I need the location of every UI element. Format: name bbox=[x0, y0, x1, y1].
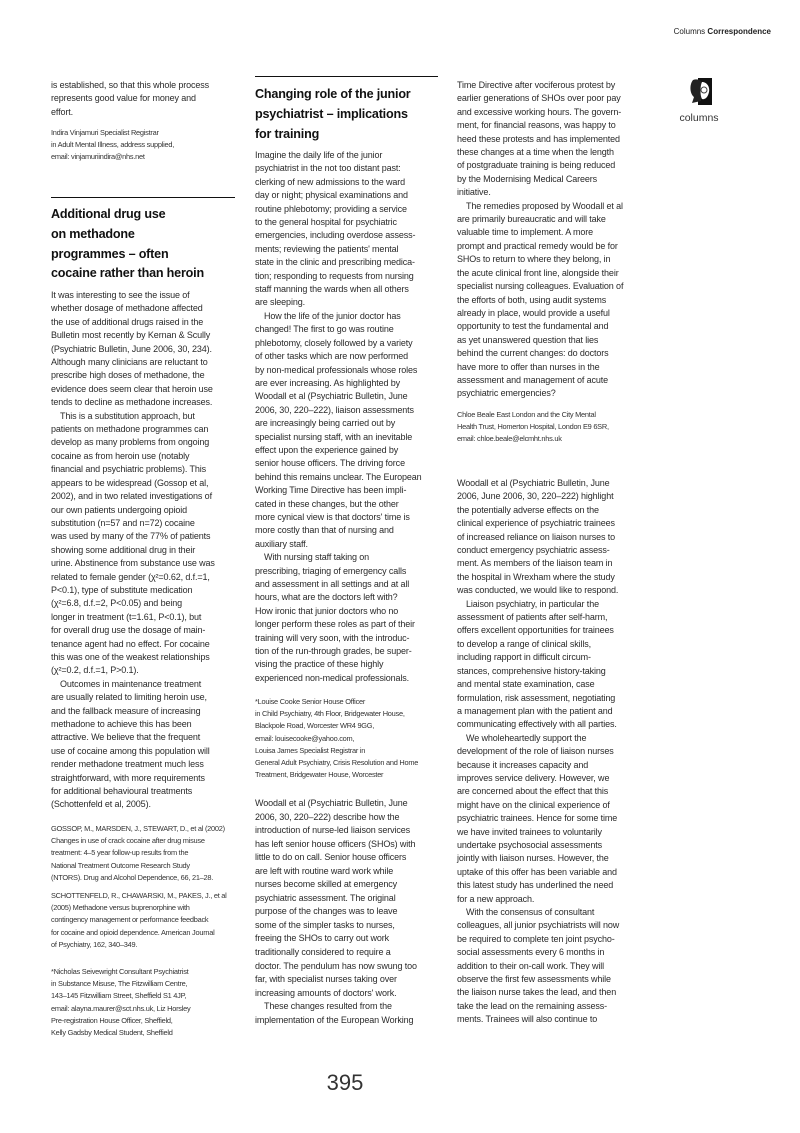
text-line: more costly than that of nursing and bbox=[255, 525, 394, 536]
text-line: vising the practice of these highly bbox=[255, 659, 384, 670]
text-line: It was interesting to see the issue of bbox=[51, 290, 190, 300]
text-line: improves service delivery. However, we bbox=[457, 772, 610, 783]
text-line: Louisa James Specialist Registrar in bbox=[255, 745, 366, 755]
text-line: and excessive working hours. The govern- bbox=[457, 106, 622, 117]
text-line: General Adult Psychiatry, Crisis Resolution and Home bbox=[255, 758, 419, 768]
text-line: are ever increasing. As highlighted by bbox=[255, 377, 401, 388]
text-line: effort. bbox=[51, 106, 74, 117]
text-line: of increased reliance on liaison nurses to bbox=[457, 531, 616, 542]
text-line: cocaine as from heroin use (notably bbox=[51, 450, 190, 461]
text-line: showing some additional drug in their bbox=[51, 544, 196, 555]
text-line: Indira Vinjamuri Specialist Registrar bbox=[51, 128, 159, 137]
col1-body bbox=[51, 289, 215, 812]
text-line: social assessments every 6 months in bbox=[457, 947, 605, 958]
text-line: the hospital in Wrexham where the study bbox=[457, 571, 615, 582]
text-line: How the life of the junior doctor has bbox=[264, 310, 401, 321]
text-line: With the consensus of consultant bbox=[466, 907, 595, 917]
text-line: introduction of nurse-led liaison services bbox=[255, 825, 411, 836]
text-line: by the Modernising Medical Careers bbox=[457, 173, 597, 184]
text-line: SCHOTTENFELD, R., CHAWARSKI, M., PAKES, J., et al bbox=[51, 891, 227, 900]
text-line: including rapport in difficult circum- bbox=[457, 652, 591, 663]
text-line: far, with specialist nurses taking over bbox=[255, 974, 397, 985]
text-line: and assessment in all settings and at all bbox=[255, 579, 410, 589]
article-title-junior-psychiatrist bbox=[255, 85, 411, 144]
text-line: more cynical view is that doctors' time is bbox=[255, 511, 410, 522]
text-line: ments; reviewing the patients' mental bbox=[255, 243, 399, 254]
text-line: These changes resulted from the bbox=[264, 1001, 392, 1012]
text-line: formulation, risk assessment, negotiating bbox=[457, 692, 616, 703]
text-line: hours, what are the doctors left with? bbox=[255, 592, 398, 603]
text-line: state in the clinic and prescribing medica- bbox=[255, 257, 415, 268]
header-section: Columns bbox=[673, 27, 706, 36]
reference-gossop bbox=[51, 823, 225, 884]
text-line: contingency management or performance feedback bbox=[51, 915, 209, 925]
text-line: related to female gender (χ²=0.62, d.f.=1, bbox=[51, 571, 210, 582]
text-line: auxiliary staff. bbox=[255, 538, 308, 549]
text-line: develop as many problems from ongoing bbox=[51, 437, 210, 448]
text-line: GOSSOP, M., MARSDEN, J., STEWART, D., et al (2002) bbox=[51, 824, 225, 833]
text-line: tends to decline as methadone increases. bbox=[51, 397, 213, 408]
text-line: implementation of the European Working bbox=[255, 1014, 414, 1025]
text-line: methadone to achieve this has been bbox=[51, 719, 192, 729]
text-line: we have invited trainees to voluntarily bbox=[457, 826, 602, 837]
text-line: are usually related to limiting heroin use, bbox=[51, 692, 207, 703]
section-rule bbox=[255, 76, 438, 77]
text-line: by non-medical professionals whose roles bbox=[255, 364, 418, 375]
text-line: (Schottenfeld et al, 2005). bbox=[51, 799, 151, 810]
text-line: addition to their on-call work. They will bbox=[457, 960, 604, 971]
text-line: Working Time Directive has been impli- bbox=[255, 485, 407, 496]
text-line: in Adult Mental Illness, address supplied, bbox=[51, 140, 175, 150]
text-line: tion; responding to requests from nursing bbox=[255, 270, 414, 281]
text-line: whether dosage of methadone affected bbox=[51, 303, 203, 314]
text-line: attractive. We believe that the frequent bbox=[51, 732, 201, 743]
text-line: This is a substitution approach, but bbox=[60, 410, 195, 421]
text-line: the efforts of both, using audit systems bbox=[457, 294, 607, 305]
text-line: opportunity to test the fundamental and bbox=[457, 321, 609, 332]
col2-body bbox=[255, 149, 422, 685]
text-line: tenance agent had no effect. For cocaine bbox=[51, 638, 210, 649]
columns-logo bbox=[689, 77, 713, 106]
text-line: might have on the clinical experience of bbox=[457, 799, 610, 810]
text-line: tion of the run-through grades, be super- bbox=[255, 646, 412, 657]
text-line: the use of additional drugs raised in the bbox=[51, 316, 204, 327]
text-line: (Psychiatric Bulletin, June 2006, 30, 234). bbox=[51, 343, 212, 354]
text-line: email: louisecooke@yahoo.com, bbox=[255, 733, 355, 743]
section-rule bbox=[51, 197, 235, 198]
text-line: was conducted, we would like to respond. bbox=[457, 585, 619, 596]
text-line: email: vinjamuriindira@nhs.net bbox=[51, 152, 145, 162]
text-line: of postgraduate training is being reduced bbox=[457, 160, 616, 171]
text-line: psychiatric trainees. Hence for some time bbox=[457, 813, 618, 824]
text-line: a management plan with the patient and bbox=[457, 705, 613, 716]
text-line: ment, for financial reasons, was happy to bbox=[457, 120, 616, 131]
text-line: appears to be widespread (Gossop et al, bbox=[51, 477, 209, 488]
text-line: our own patients undergoing opioid bbox=[51, 504, 188, 515]
text-line: (χ²=6.8, d.f.=2, P<0.05) and being bbox=[51, 598, 182, 609]
text-line: for cocaine and opioid dependence. American Journal bbox=[51, 927, 215, 937]
text-line: psychiatrist – implications bbox=[255, 106, 408, 121]
columns-logo-label: columns bbox=[679, 112, 719, 124]
text-line: evidence does seem clear that heroin use bbox=[51, 383, 213, 394]
text-line: longer perform these roles as part of their bbox=[255, 619, 415, 630]
text-line: is established, so that this whole process bbox=[51, 80, 210, 90]
text-line: Outcomes in maintenance treatment bbox=[60, 678, 202, 689]
columns-head-logo-icon bbox=[689, 77, 713, 106]
text-line: freeing the SHOs to carry out work bbox=[255, 933, 389, 944]
text-line: of other tasks which are now performed bbox=[255, 351, 409, 362]
text-line: longer in treatment (t=1.61, P<0.1), but bbox=[51, 611, 202, 622]
col2-body-letter2 bbox=[255, 797, 417, 1027]
text-line: Bulletin most recently by Kernan & Scully bbox=[51, 330, 211, 341]
text-line: email: alayna.maurer@sct.nhs.uk, Liz Horsley bbox=[51, 1003, 191, 1013]
text-line: are concerned about the effect that this bbox=[457, 786, 609, 797]
text-line: uptake of this offer has been variable and bbox=[457, 866, 617, 877]
text-line: Woodall et al (Psychiatric Bulletin, June bbox=[255, 798, 408, 808]
text-line: for training bbox=[255, 126, 320, 141]
text-line: urine. Abstinence from substance use was bbox=[51, 558, 215, 569]
text-line: routine phlebotomy; providing a service bbox=[255, 203, 407, 214]
text-line: doctor. The pendulum has now swung too bbox=[255, 960, 417, 971]
text-line: valuable time to implement. A more bbox=[457, 227, 593, 238]
text-line: represents good value for money and bbox=[51, 93, 196, 104]
text-line: take the lead on the remaining assess- bbox=[457, 1000, 608, 1011]
text-line: 2006, 30, 220–222) describe how the bbox=[255, 811, 400, 822]
text-line: development of the role of liaison nurses bbox=[457, 746, 614, 757]
text-line: psychiatrist in the not too distant past: bbox=[255, 163, 401, 174]
header-subsection: Correspondence bbox=[707, 27, 771, 36]
text-line: for a new approach. bbox=[457, 893, 535, 904]
text-line: because it increases capacity and bbox=[457, 759, 589, 770]
text-line: Imagine the daily life of the junior bbox=[255, 150, 383, 160]
text-line: ment. As members of the liaison team in bbox=[457, 558, 613, 569]
text-line: nurses become skilled at emergency bbox=[255, 879, 397, 890]
text-line: email: chloe.beale@elcmht.nhs.uk bbox=[457, 434, 562, 444]
text-line: as yet unanswered question that lies bbox=[457, 334, 599, 345]
text-line: be required to complete ten joint psycho- bbox=[457, 933, 615, 944]
text-line: initiative. bbox=[457, 187, 491, 198]
text-line: prescribing, triaging of emergency calls bbox=[255, 565, 407, 576]
text-line: financial and psychiatric problems). This bbox=[51, 464, 206, 475]
text-line: to the general hospital for psychiatric bbox=[255, 217, 397, 228]
text-line: are increasingly being carried out by bbox=[255, 418, 396, 429]
text-line: Woodall et al (Psychiatric Bulletin, June bbox=[255, 391, 408, 402]
col1-intro-signature bbox=[51, 127, 174, 164]
text-line: effect upon the experience gained by bbox=[255, 444, 399, 455]
text-line: *Nicholas Seivewright Consultant Psychiatrist bbox=[51, 967, 189, 976]
text-line: assessment and management of acute bbox=[457, 374, 609, 385]
text-line: (NTORS). Drug and Alcohol Dependence, 66, 21–28. bbox=[51, 872, 214, 882]
text-line: render methadone treatment much less bbox=[51, 759, 204, 770]
text-line: day or night; physical examinations and bbox=[255, 190, 408, 201]
text-line: heed these protests and has implemented bbox=[457, 133, 620, 144]
col3-body bbox=[457, 79, 623, 401]
page-number: 395 bbox=[326, 1070, 364, 1095]
text-line: clinical experience of psychiatric trainees bbox=[457, 518, 615, 529]
text-line: Although many clinicians are reluctant to bbox=[51, 357, 208, 368]
text-line: offers excellent opportunities for trainees bbox=[457, 625, 614, 636]
text-line: in Child Psychiatry, 4th Floor, Bridgewater House, bbox=[255, 709, 405, 719]
text-line: Changes in use of crack cocaine after drug misuse bbox=[51, 836, 205, 846]
col1-signature bbox=[51, 966, 190, 1039]
text-line: are left with routine ward work while bbox=[255, 865, 394, 876]
article-title-drug-use bbox=[51, 205, 204, 284]
text-line: 2006, June 2006, 30, 220–222) highlight bbox=[457, 491, 614, 502]
text-line: With nursing staff taking on bbox=[264, 552, 370, 563]
text-line: increasing amounts of doctors' work. bbox=[255, 987, 397, 998]
text-line: colleagues, all junior psychiatrists will now bbox=[457, 920, 620, 931]
text-line: psychiatric emergencies? bbox=[457, 388, 556, 399]
text-line: (2005) Methadone versus buprenorphine with bbox=[51, 903, 190, 913]
text-line: Liaison psychiatry, in particular the bbox=[466, 598, 599, 609]
text-line: use of cocaine among this population will bbox=[51, 745, 210, 756]
text-line: and mental state examination, case bbox=[457, 679, 595, 690]
text-line: specialist nursing staff, with an inevitable bbox=[255, 431, 413, 442]
text-line: prescribe high doses of methadone, the bbox=[51, 370, 205, 381]
text-line: *Louise Cooke Senior House Officer bbox=[255, 697, 366, 706]
text-line: training will very soon, with the introduc- bbox=[255, 632, 410, 643]
text-line: Woodall et al (Psychiatric Bulletin, June bbox=[457, 478, 610, 488]
text-line: observe the first few assessments while bbox=[457, 974, 611, 985]
text-line: programmes – often bbox=[51, 246, 169, 261]
text-line: How ironic that junior doctors who no bbox=[255, 605, 399, 616]
text-line: these changes at a time when the length bbox=[457, 147, 614, 158]
text-line: straightforward, with more requirements bbox=[51, 772, 205, 783]
running-header bbox=[674, 27, 771, 36]
text-line: in Substance Misuse, The Fitzwilliam Centre, bbox=[51, 979, 188, 989]
text-line: Additional drug use bbox=[51, 207, 166, 221]
text-line: 2002), and in two related investigations of bbox=[51, 491, 212, 502]
text-line: (χ²=0.2, d.f.=1, P>0.1). bbox=[51, 665, 139, 676]
col2-signature bbox=[255, 696, 418, 781]
text-line: for overall drug use the dosage of main- bbox=[51, 625, 206, 636]
col3-body-letter3 bbox=[457, 477, 619, 1027]
text-line: conduct emergency psychiatric assess- bbox=[457, 545, 610, 556]
text-line: earlier generations of SHOs over poor pay bbox=[457, 93, 621, 104]
text-line: Treatment, Bridgewater House, Worcester bbox=[255, 770, 384, 780]
text-line: patients on methadone programmes can bbox=[51, 424, 209, 435]
text-line: for additional behavioural treatments bbox=[51, 786, 193, 797]
text-line: assessment of patients after self-harm, bbox=[457, 612, 608, 623]
text-line: P<0.1), type of substitute medication bbox=[51, 584, 193, 595]
text-line: stances, comprehensive history-taking bbox=[457, 665, 606, 676]
text-line: Kelly Gadsby Medical Student, Sheffield bbox=[51, 1028, 173, 1038]
text-line: treatment: 4–5 year follow-up results from the bbox=[51, 848, 189, 858]
text-line: and the fallback measure of increasing bbox=[51, 705, 201, 716]
text-line: this was one of the weakest relationships bbox=[51, 651, 210, 662]
text-line: cocaine rather than heroin bbox=[51, 266, 204, 281]
text-line: are primarily bureaucratic and will take bbox=[457, 214, 606, 225]
text-line: The remedies proposed by Woodall et al bbox=[466, 200, 623, 211]
text-line: changed! The first to go was routine bbox=[255, 324, 394, 335]
text-line: psychiatric assessment. The original bbox=[255, 892, 396, 903]
text-line: was used by many of the 77% of patients bbox=[51, 531, 211, 542]
text-line: little to do on call. Senior house officers bbox=[255, 852, 407, 863]
col3-signature bbox=[457, 409, 609, 446]
text-line: communicating effectively with all parties. bbox=[457, 719, 617, 730]
text-line: behind the current changes: do doctors bbox=[457, 348, 609, 359]
text-line: Changing role of the junior bbox=[255, 87, 411, 101]
text-line: undertake psychosocial assessments bbox=[457, 839, 602, 850]
text-line: substitution (n=57 and n=72) cocaine bbox=[51, 517, 195, 528]
text-line: of Psychiatry, 162, 340–349. bbox=[51, 939, 138, 949]
text-line: Time Directive after vociferous protest by bbox=[457, 80, 616, 90]
text-line: this latest study has underlined the need bbox=[457, 880, 614, 891]
text-line: some of the simpler tasks to nurses, bbox=[255, 919, 395, 930]
text-line: are sleeping. bbox=[255, 297, 305, 308]
text-line: experienced non-medical professionals. bbox=[255, 672, 410, 683]
text-line: staff manning the wards when all others bbox=[255, 284, 409, 295]
text-line: prompt and practical remedy would be for bbox=[457, 240, 618, 251]
text-line: Blackpole Road, Worcester WR4 9GG, bbox=[255, 721, 375, 731]
text-line: the acute clinical front line, alongside their bbox=[457, 267, 619, 278]
text-line: We wholeheartedly support the bbox=[466, 732, 587, 743]
text-line: behind this remains unclear. The European bbox=[255, 471, 422, 482]
text-line: phlebotomy, closely followed by a variety bbox=[255, 337, 413, 348]
reference-schottenfeld bbox=[51, 890, 227, 951]
text-line: the liaison nurse takes the lead, and then bbox=[457, 987, 617, 998]
text-line: specialist nursing colleagues. Evaluation of bbox=[457, 281, 624, 292]
text-line: cated in these changes, but the other bbox=[255, 498, 399, 509]
text-line: National Treatment Outcome Research Study bbox=[51, 860, 190, 870]
text-line: SHOs to return to where they belong, in bbox=[457, 254, 611, 265]
text-line: ments. Trainees will also continue to bbox=[457, 1014, 598, 1025]
text-line: have more to offer than nurses in the bbox=[457, 361, 600, 372]
text-line: traditionally considered to require a bbox=[255, 947, 391, 958]
text-line: jointly with liaison nurses. However, the bbox=[457, 853, 609, 864]
text-line: clerking of new admissions to the ward bbox=[255, 176, 406, 187]
text-line: senior house officers. The driving force bbox=[255, 458, 405, 469]
text-line: 143–145 Fitzwilliam Street, Sheffield S1 4JP, bbox=[51, 991, 187, 1001]
text-line: Pre-registration House Officer, Sheffield, bbox=[51, 1015, 173, 1025]
text-line: has left senior house officers (SHOs) with bbox=[255, 838, 416, 849]
text-line: to develop a range of clinical skills, bbox=[457, 638, 592, 649]
text-line: emergencies, including overdose assess- bbox=[255, 230, 416, 241]
text-line: 2006, 30, 220–222), liaison assessments bbox=[255, 404, 414, 415]
text-line: on methadone bbox=[51, 226, 135, 241]
col1-intro bbox=[51, 79, 209, 119]
text-line: Health Trust, Homerton Hospital, London E9 6SR, bbox=[457, 422, 609, 432]
text-line: Chloe Beale East London and the City Mental bbox=[457, 410, 596, 419]
text-line: the potentially adverse effects on the bbox=[457, 504, 599, 515]
text-line: purpose of the changes was to leave bbox=[255, 906, 398, 917]
text-line: already in place, would provide a useful bbox=[457, 307, 610, 318]
